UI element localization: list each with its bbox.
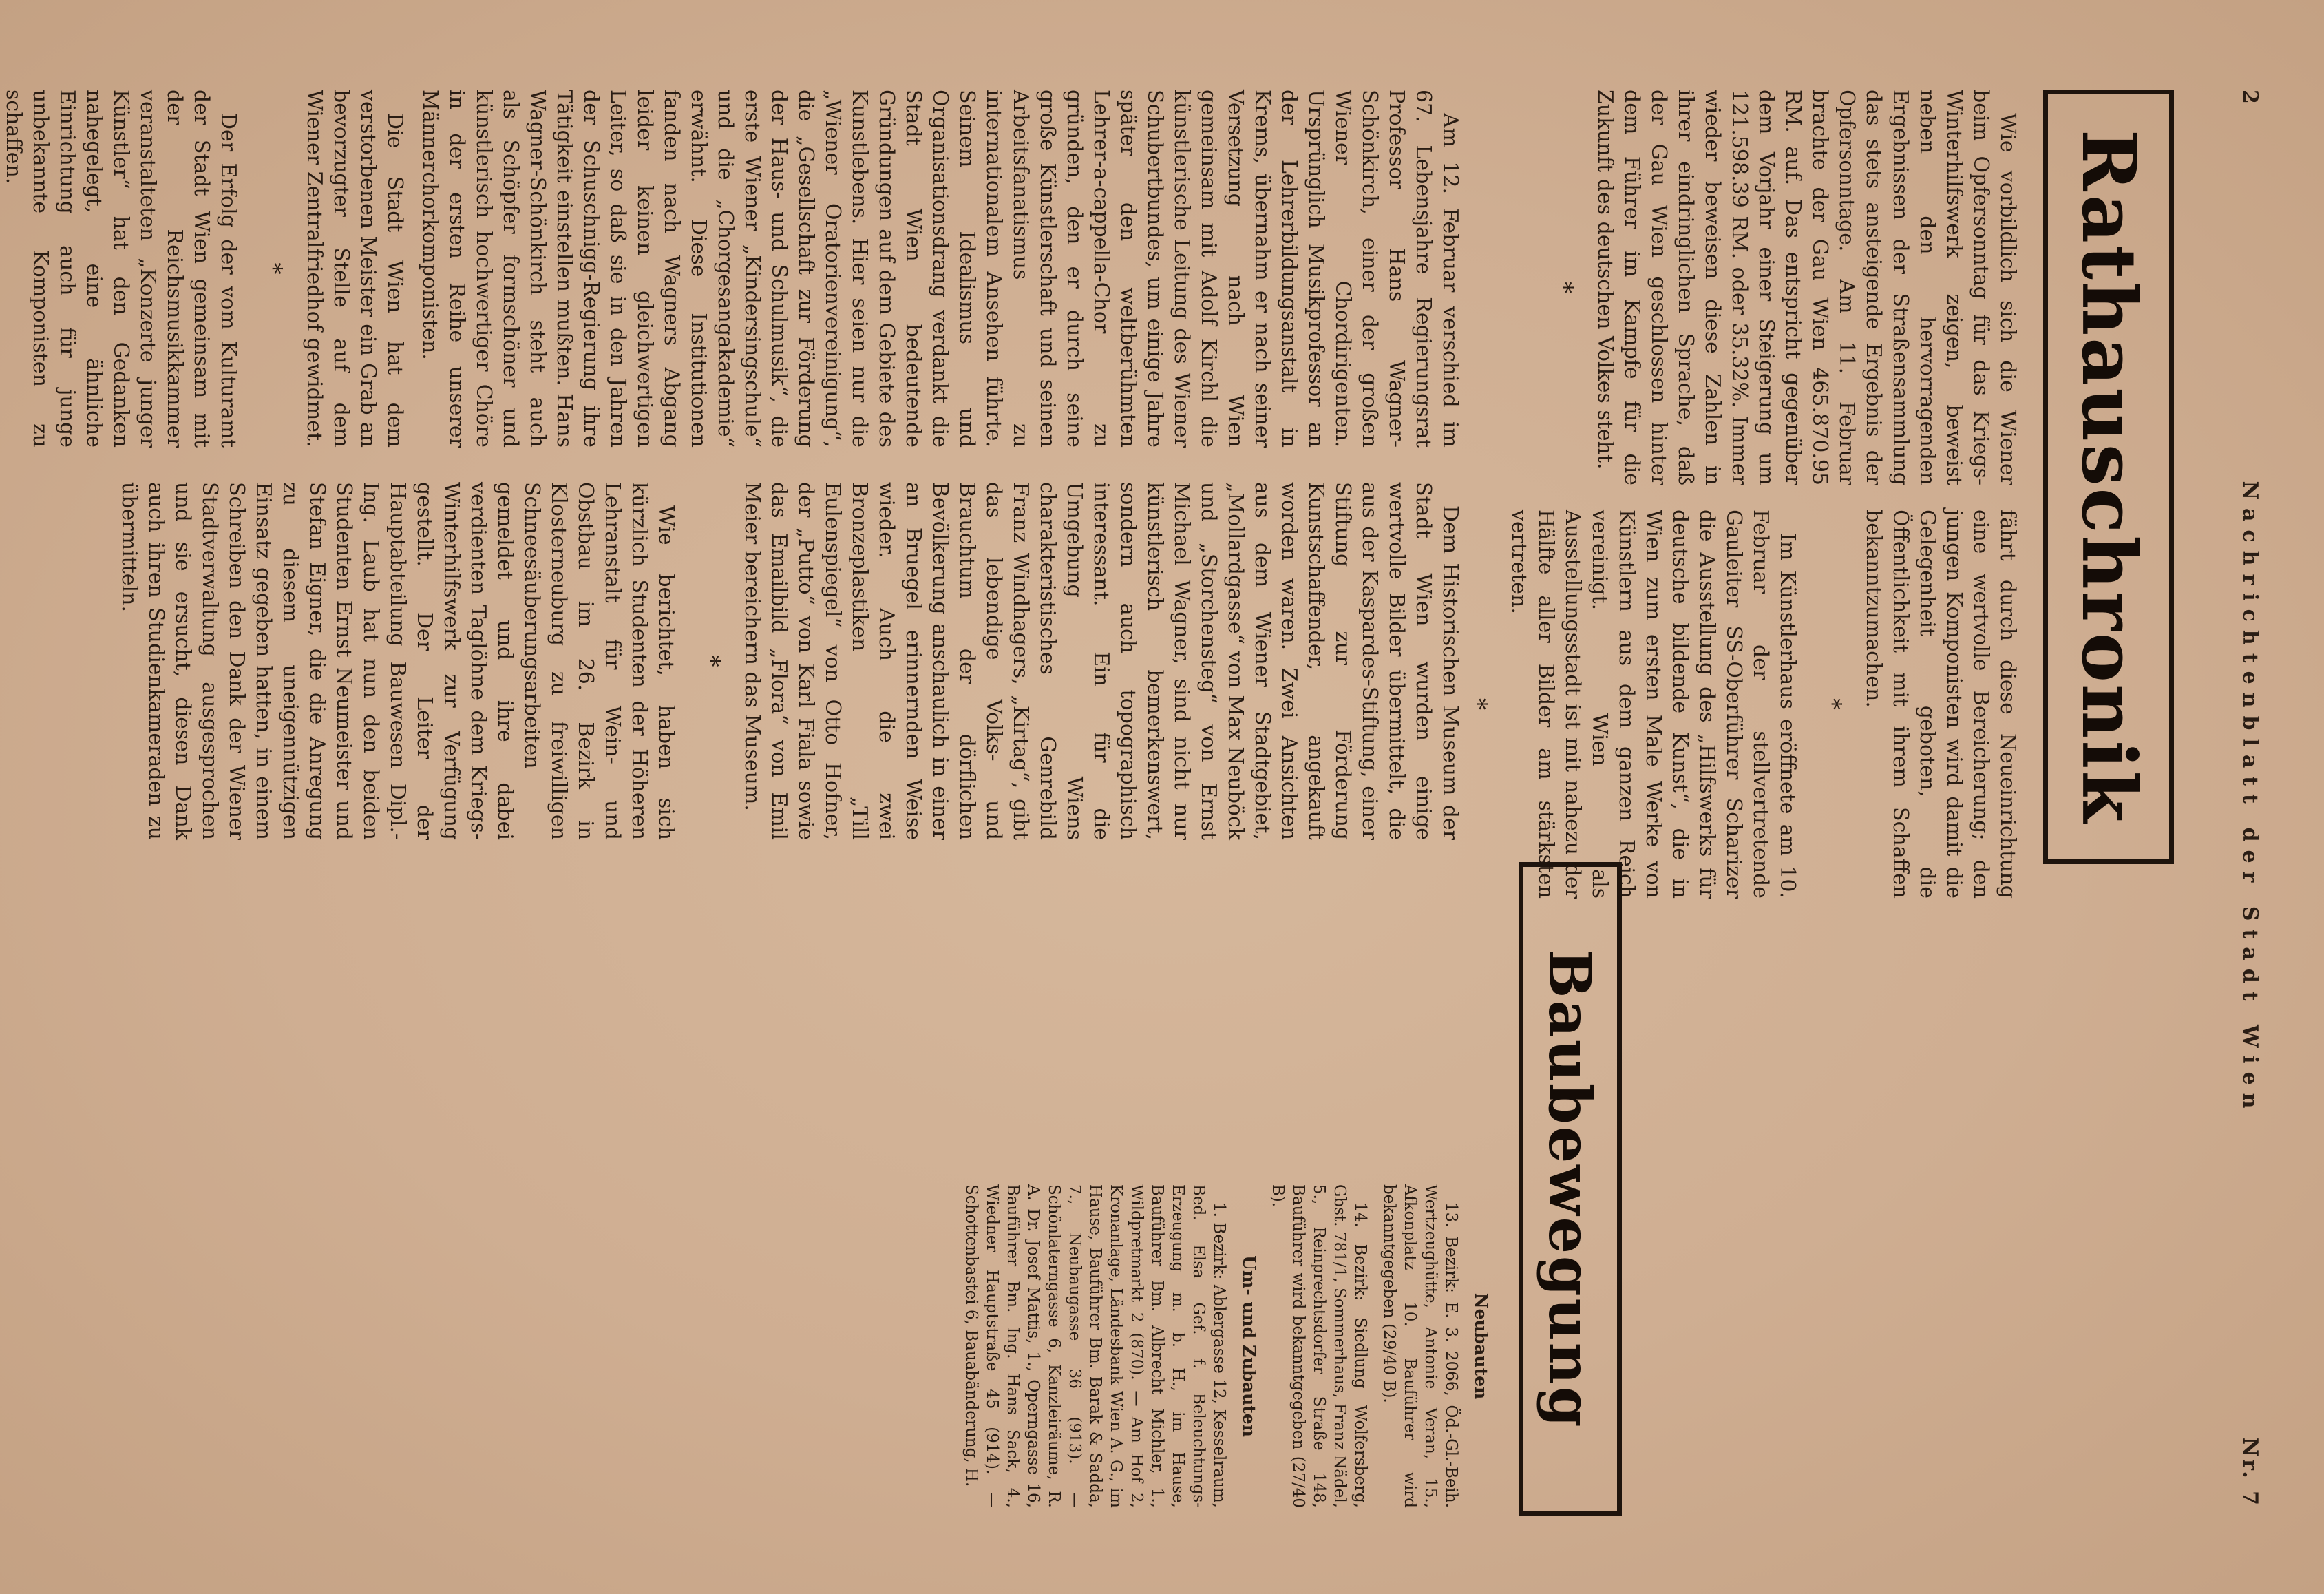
- column-rathaus-left: [0, 90, 1464, 448]
- separator-star: *: [260, 262, 287, 275]
- issue-number: Nr. 7: [2238, 1437, 2262, 1508]
- publication-title: Nachrichtenblatt der Stadt Wien: [2238, 481, 2262, 1117]
- subheading-um-und-zubauten: Um- und Zubauten: [1239, 1255, 1259, 1437]
- subheading-neubauten: Neubauten: [1471, 1292, 1491, 1400]
- column-1: [1532, 90, 2021, 485]
- section-heading-baubewegung: [1519, 862, 1622, 1516]
- separator-star: *: [1819, 698, 1846, 710]
- page-number: 2: [2238, 90, 2262, 107]
- article-paragraph: fährt durch diese Neueinrichtung eine wertvolle Bereicherung; den jungen Komponisten wird damit die Gelegenheit geboten, die Öffentlichkeit mit ihrem Schaffen bekanntzumachen.: [1861, 510, 2020, 899]
- separator-star: *: [1464, 698, 1492, 710]
- listing-paragraph: 1. Bezirk: Ablergasse 12, Kesselraum, Bed. Elsa Gef. f. Beleuchtungs-Erzeugung m. b. H., im Hause, Bauführer Bm. Albrecht Michler, 1., Wildpretmarkt 2 (870). — Am Hof 2, Kronanlage, Ländesbank Wien A. G., im Hause, Bauführer Bm. Barak & Sadda, 7., Neubaugasse 36 (913). — Schönlaterngasse 6, Kanzleiräume, R. A. Dr. Josef Mattis, 1., Operngasse 16, Bauführer Bm. Ing. Hans Sack, 4., Wiedner Hauptstraße 45 (914). — Schottenbastei 6, Bauabänderung, H.: [962, 1184, 1228, 1508]
- article-paragraph: Wie berichtet, haben sich kürzlich Studenten der Höheren Lehranstalt für Wein- und Obstbau im 26. Bezirk in Klosterneuburg zu freiwilligen Schneesäuberungsarbeiten gemeldet und ihre dabei verdienten Taglöhne dem Kriegs-Winterhilfswerk zur Verfügung gestellt. Der Leiter der Hauptabteilung Bauwesen Dipl.-Ing. Laub hat nun den beiden Studenten Ernst Neumeister und Stefan Eigner, die die Anregung zu diesem uneigennützigen Einsatz gegeben hatten, in einem Schreiben den Dank der Wiener Stadtverwaltung ausgesprochen und sie ersucht, diesen Dank auch ihren Studienkameraden zu übermitteln.: [117, 482, 678, 840]
- listing-paragraph: 13. Bezirk: E. 3. 2066, Öd.-Gl.-Beih. Wertzeughütte, Antonie Veran, 15., Afkonplatz 10. Bauführer wird bekanntgegeben (29/40 B).: [1380, 1184, 1460, 1508]
- column-baubewegung: [953, 1184, 1498, 1508]
- separator-star: *: [1550, 282, 1578, 293]
- listing-paragraph: 14. Bezirk: Siedlung Wolfersberg, Gbst. 781/1, Sommerhaus, Franz Nädel, 5., Reinprechtsdorfer Straße 148, Bauführer wird bekanntgegeben (27/40 B).: [1269, 1184, 1369, 1508]
- separator-star: *: [697, 655, 725, 667]
- section-heading-rathauschronik: [2043, 90, 2174, 864]
- article-paragraph: Der Erfolg der vom Kulturamt der Stadt Wien gemeinsam mit der Reichsmusikkammer veranstalteten „Konzerte junger Künstler“ hat den Gedanken nahegelegt, eine ähnliche Einrichtung auch für junge unbekannte Komponisten zu schaffen.: [1, 90, 240, 448]
- running-head: [2221, 90, 2262, 1508]
- column-2: [1446, 510, 2021, 899]
- article-paragraph: Die Stadt Wien hat dem verstorbenen Meister ein Grab an bevorzugter Stelle auf dem Wiener Zentralfriedhof gewidmet.: [302, 90, 407, 448]
- section-title: Baubewegung: [1536, 949, 1605, 1429]
- article-paragraph: Im Künstlerhaus eröffnete am 10. Februar der stellvertretende Gauleiter SS-Oberführer Scharizer die Ausstellung des „Hilfswerks für deutsche bildende Kunst“, die in Wien zum ersten Male Werke von Künstlern aus dem ganzen Reich vereinigt. Wien als Ausstellungsstadt ist mit nahezu der Hälfte aller Bilder am stärksten vertreten.: [1507, 510, 1799, 899]
- article-paragraph: Dem Historischen Museum der Stadt Wien wurden einige wertvolle Bilder übermittelt, die aus der Kaspardes-Stiftung, einer Stiftung zur Förderung Kunstschaffender, angekauft worden waren. Zwei Ansichten aus dem Wiener Stadtgebiet, „Mollardgasse“ von Max Neuböck und „Storchensteg“ von Ernst Michael Wagner, sind nicht nur künstlerisch bemerkenswert, sondern auch topographisch interessant. Ein für die Umgebung Wiens charakteristisches Genrebild Franz Windhagers, „Kirtag“, gibt das lebendige Volks- und Brauchtum der dörflichen Bevölkerung anschaulich in einer an Bruegel erinnernden Weise wieder. Auch die zwei Bronzeplastiken „Till Eulenspiegel“ von Otto Hofner, der „Putto“ von Karl Fiala sowie das Emailbild „Flora“ von Emil Meier bereichern das Museum.: [740, 482, 1462, 840]
- section-title: Rathauschronik: [2065, 129, 2152, 825]
- article-paragraph: Wie vorbildlich sich die Wiener beim Opfersonntag für das Kriegs-Winterhilfswerk zeigen, beweist neben den hervorragenden Ergebnissen der Straßensammlung das stets ansteigende Ergebnis der Opfersonntage. Am 11. Februar brachte der Gau Wien 465.870.95 RM. auf. Das entspricht gegenüber dem Vorjahr einer Steigerung um 121.598.39 RM. oder 35.32%. Immer wieder beweisen diese Zahlen in ihrer eindringlichen Sprache, daß der Gau Wien geschlossen hinter dem Führer im Kampfe für die Zukunft des deutschen Volkes steht.: [1593, 90, 2020, 485]
- column-rathaus-middle: [107, 482, 1464, 840]
- article-paragraph: Am 12. Februar verschied im 67. Lebensjahre Regierungsrat Professor Hans Wagner-Schönkirch, einer der großen Wiener Chordirigenten. Ursprünglich Musikprofessor an der Lehrerbildungsanstalt in Krems, übernahm er nach seiner Versetzung nach Wien gemeinsam mit Adolf Kirchl die künstlerische Leitung des Wiener Schubertbundes, um einige Jahre später den weltberühmten Lehrer-a-cappella-Chor zu gründen, den er durch seine große Künstlerschaft und seinen Arbeitsfanatismus zu internationalem Ansehen führte. Seinem Idealismus und Organisationsdrang verdankt die Stadt Wien bedeutende Gründungen auf dem Gebiete des Kunstlebens. Hier seien nur die „Wiener Oratorienvereinigung“, die „Gesellschaft zur Förderung der Haus- und Schulmusik“, die erste Wiener „Kindersingschule“ und die „Chorgesangakademie“ erwähnt. Diese Institutionen fanden nach Wagners Abgang leider keinen gleichwertigen Leiter, so daß sie in den Jahren der Schuschnigg-Regierung ihre Tätigkeit einstellen mußten. Hans Wagner-Schönkirch steht auch als Schöpfer formschöner und künstlerisch hochwertiger Chöre in der ersten Reihe unserer Männerchorkomponisten.: [418, 90, 1462, 448]
